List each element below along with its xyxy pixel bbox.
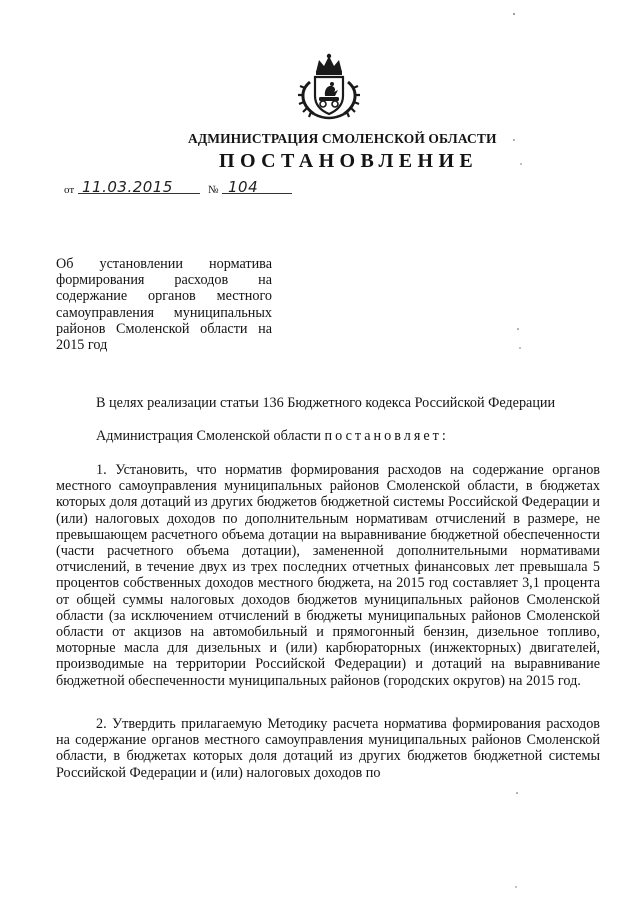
smolensk-coat-of-arms-icon: [292, 52, 366, 122]
preamble: В целях реализации статьи 136 Бюджетного кодекса Российской Федерации: [96, 395, 556, 411]
number-label: №: [208, 184, 219, 196]
enacting-clause: [96, 428, 596, 445]
date-from-label: от: [64, 184, 75, 196]
date-number-line: [64, 178, 294, 198]
document-subject: Об установлении норматива формирования расходов на содержание органов местного самоуправления муниципальных районов Смоленской области на 2015 год: [56, 256, 272, 354]
handwritten-number: 104: [228, 178, 259, 196]
paragraph-1: 1. Установить, что норматив формирования расходов на содержание органов местного самоуправления муниципальных районов Смоленской области, в бюджетах которых доля дотаций из других бюджетов бюджетной системы Российской Федерации и (или) налоговых доходов по дополнительным нормативам отчислений в размере, не превышающем расчетного объема дотации на выравнивание бюджетной обеспеченности (части расчетного объема дотации), замененной дополнительными нормативами отчислений, в течение двух из трех последних отчетных финансовых лет превышала 5 процентов собственных доходов местного бюджета, на 2015 год составляет 3,1 процента от общей суммы налоговых доходов бюджетов муниципальных районов Смоленской области (за исключением отчислений в бюджеты муниципальных районов Смоленской области от акцизов на автомобильный и прямогонный бензин, дизельное топливо, моторные масла для дизельных и (или) карбюраторных (инжекторных) двигателей, производимые на территории Российской Федерации) и дотаций на выравнивание бюджетной обеспеченности муниципальных районов (городских округов) на 2015 год.: [56, 462, 600, 689]
enacting-subject: Администрация Смоленской области: [96, 428, 321, 444]
handwritten-date: 11.03.2015: [82, 178, 173, 196]
organization-title: АДМИНИСТРАЦИЯ СМОЛЕНСКОЙ ОБЛАСТИ: [188, 131, 497, 146]
document-type-title: ПОСТАНОВЛЕНИЕ: [219, 150, 479, 172]
paragraph-2: 2. Утвердить прилагаемую Методику расчета норматива формирования расходов на содержание органов местного самоуправления муниципальных районов Смоленской области, в бюджетах которых доля дотаций из других бюджетов бюджетной системы Российской Федерации и (или) налоговых доходов по: [56, 716, 600, 781]
enacting-verb: постановляет:: [324, 428, 449, 444]
